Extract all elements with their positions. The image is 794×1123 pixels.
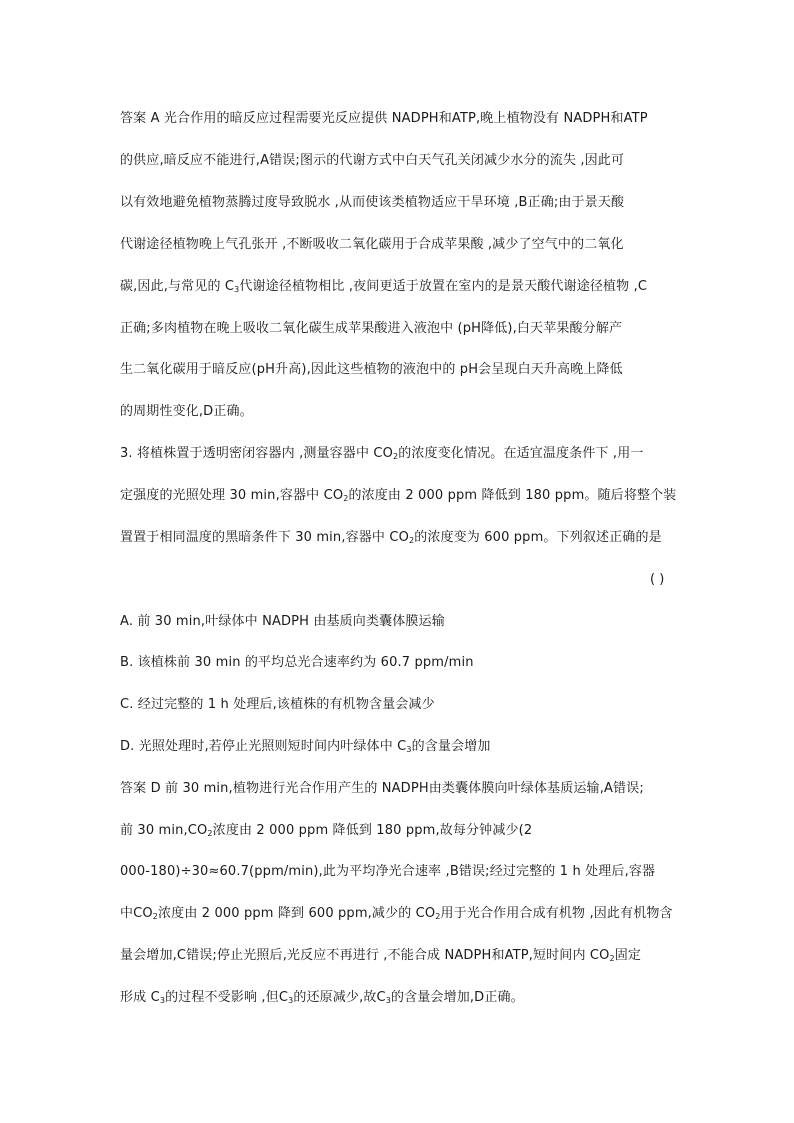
text-segment: 形成 C	[120, 990, 160, 1005]
text-line	[120, 279, 647, 295]
text-line	[120, 906, 673, 922]
text-segment: 中CO	[120, 906, 153, 921]
text-segment: D. 光照处理时,若停止光照则短时间内叶绿体中 C	[120, 739, 407, 754]
option-a: A. 前 30 min,叶绿体中 NADPH 由基质向类囊体膜运输	[120, 614, 445, 629]
text-segment: 3. 将植株置于透明密闭容器内 ,测量容器中 CO	[120, 446, 393, 461]
text-line: 代谢途径植物晚上气孔张开 ,不断吸收二氧化碳用于合成苹果酸 ,减少了空气中的二氧化	[120, 237, 624, 252]
question-stem-line	[120, 488, 676, 504]
subscript: 3	[159, 996, 166, 1005]
text-line: 生二氧化碳用于暗反应(pH升高),因此这些植物的液泡中的 pH会呈现白天升高晚上降低	[120, 362, 623, 377]
text-segment: 的浓度由 2 000 ppm 降低到 180 ppm。随后将整个装	[348, 488, 677, 503]
text-segment: 浓度由 2 000 ppm 降低到 180 ppm,故每分钟减少(2	[212, 823, 533, 838]
subscript: 2	[207, 829, 213, 838]
text-line: 答案 A 光合作用的暗反应过程需要光反应提供 NADPH和ATP,晚上植物没有 NADPH和ATP	[120, 111, 648, 126]
subscript: 2	[152, 912, 159, 921]
subscript: 3	[406, 745, 412, 754]
text-segment: 代谢途径植物相比 ,夜间更适于放置在室内的是景天酸代谢途径植物 ,C	[239, 279, 648, 294]
subscript: 2	[393, 452, 399, 461]
option-d	[120, 739, 491, 755]
answer-blank: ( )	[650, 572, 665, 587]
question-stem-line	[120, 530, 662, 546]
text-line: 的供应,暗反应不能进行,A错误;图示的代谢方式中白天气孔关闭减少水分的流失 ,因此可	[120, 153, 625, 168]
text-line: 答案 D 前 30 min,植物进行光合作用产生的 NADPH由类囊体膜向叶绿体基质运输,A错误;	[120, 781, 644, 796]
text-line: 000-180)÷30≈60.7(ppm/min),此为平均净光合速率 ,B错误;经过完整的 1 h 处理后,容器	[120, 864, 656, 879]
option-b: B. 该植株前 30 min 的平均总光合速率约为 60.7 ppm/min	[120, 655, 474, 670]
text-segment: 的浓度变为 600 ppm。下列叙述正确的是	[414, 530, 662, 545]
text-line: 正确;多肉植物在晚上吸收二氧化碳生成苹果酸进入液泡中 (pH降低),白天苹果酸分解产	[120, 321, 623, 336]
text-line: 的周期性变化,D正确。	[120, 404, 253, 419]
subscript: 3	[385, 996, 391, 1005]
text-segment: 的还原减少,故C	[293, 990, 386, 1005]
text-line	[120, 990, 524, 1006]
text-segment: 的过程不受影响 ,但C	[165, 990, 289, 1005]
option-c: C. 经过完整的 1 h 处理后,该植株的有机物含量会减少	[120, 697, 435, 712]
text-segment: 碳,因此,与常见的 C	[120, 279, 235, 294]
question-stem-line	[120, 446, 644, 462]
text-segment: 量会增加,C错误;停止光照后,光反应不再进行 ,不能合成 NADPH和ATP,短时间内 CO	[120, 948, 610, 963]
text-segment: 定强度的光照处理 30 min,容器中 CO	[120, 488, 344, 503]
text-segment: 的浓度变化情况。在适宜温度条件下 ,用一	[398, 446, 644, 461]
text-segment: 浓度由 2 000 ppm 降到 600 ppm,减少的 CO	[158, 906, 436, 921]
text-segment: 固定	[614, 948, 642, 963]
subscript: 2	[343, 494, 349, 503]
text-segment: 的含量会增加,D正确。	[390, 990, 524, 1005]
text-line: 以有效地避免植物蒸腾过度导致脱水 ,从而使该类植物适应干旱环境 ,B正确;由于景天酸	[120, 195, 625, 210]
subscript: 3	[234, 285, 240, 294]
text-segment: 前 30 min,CO	[120, 823, 208, 838]
text-segment: 置置于相同温度的黑暗条件下 30 min,容器中 CO	[120, 530, 409, 545]
subscript: 2	[435, 912, 441, 921]
subscript: 2	[408, 536, 415, 545]
text-line	[120, 823, 532, 839]
text-segment: 用于光合作用合成有机物 ,因此有机物含	[440, 906, 673, 921]
text-segment: 的含量会增加	[411, 739, 491, 754]
subscript: 2	[609, 954, 615, 963]
text-line	[120, 948, 641, 964]
subscript: 3	[288, 996, 294, 1005]
